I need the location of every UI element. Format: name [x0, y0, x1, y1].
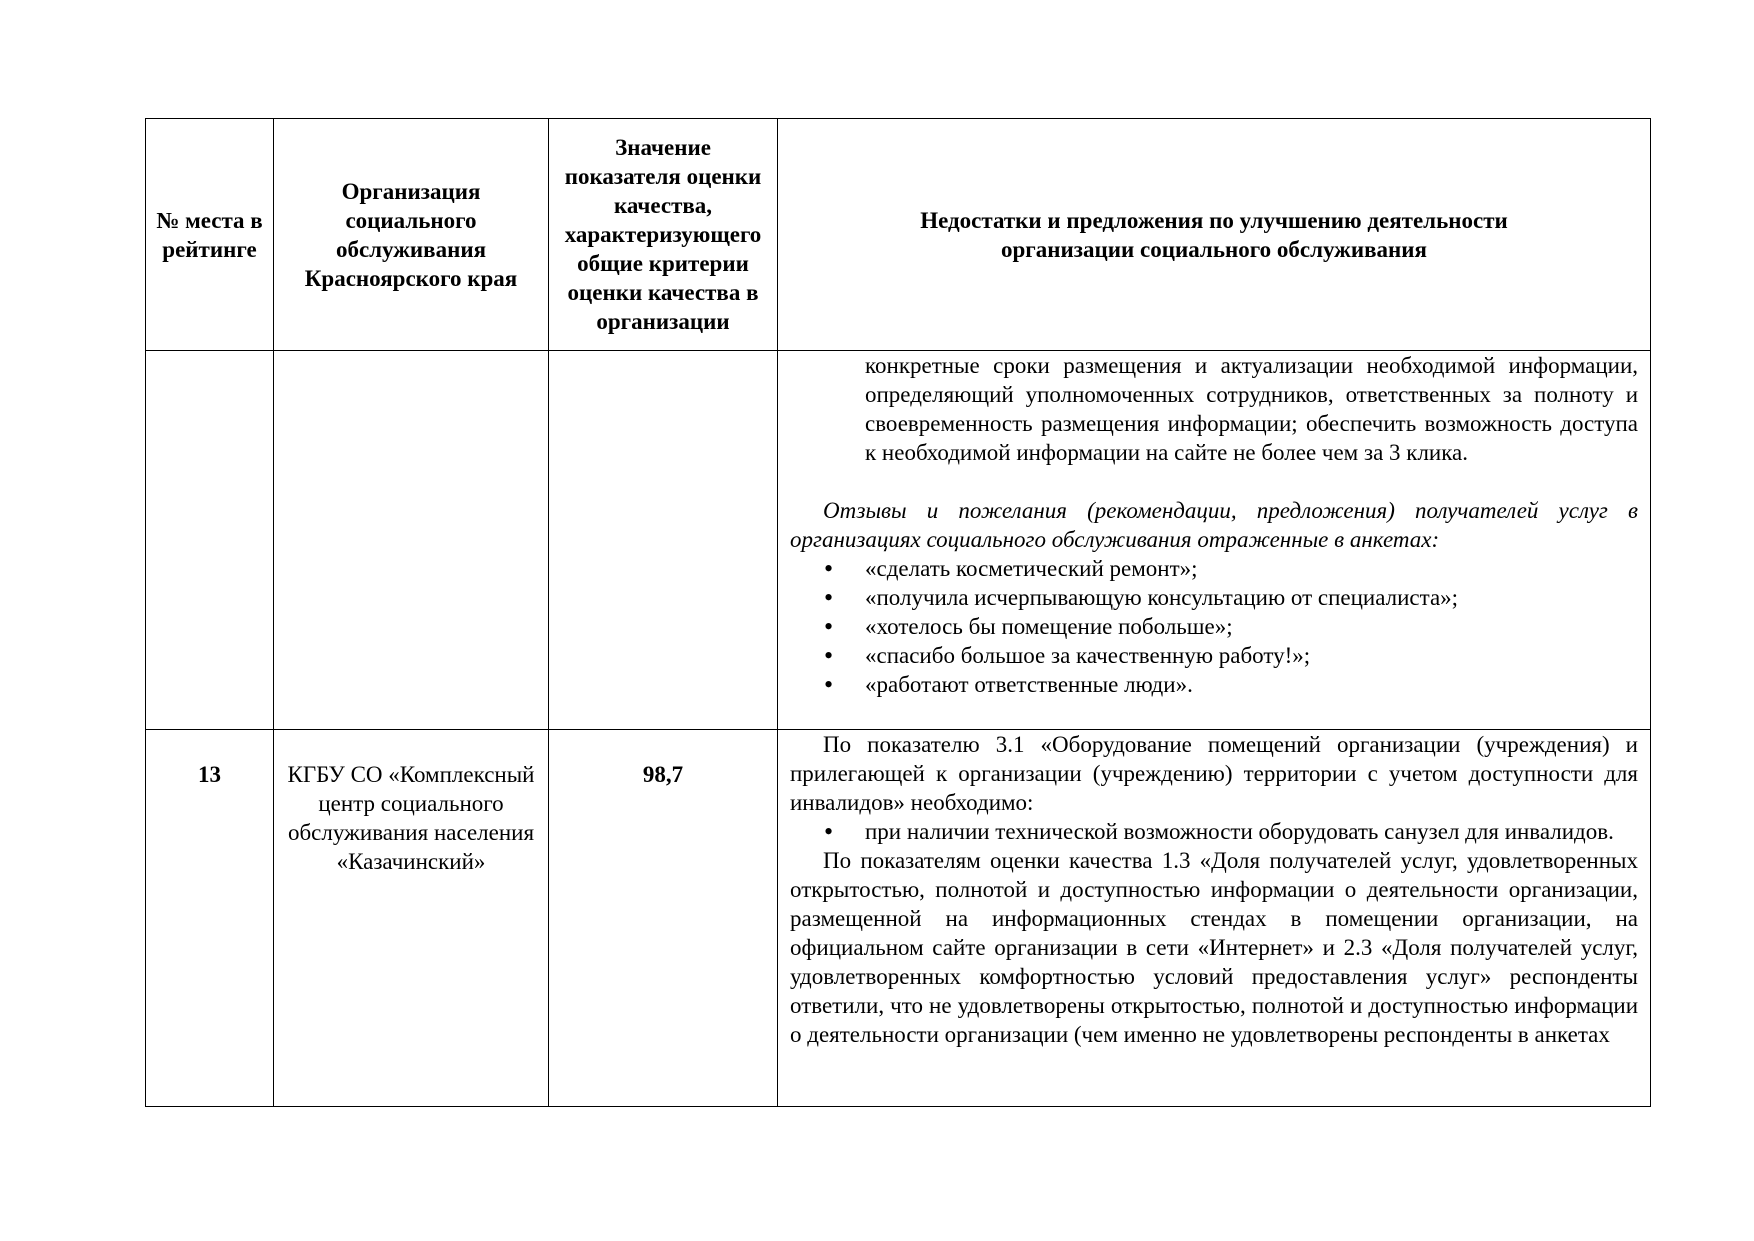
rank-cell: 13: [146, 730, 274, 1107]
feedback-intro: Отзывы и пожелания (рекомендации, предложения) получателей услуг в организациях социального обслуживания отраженные в анкетах:: [790, 498, 1638, 552]
feedback-list: [790, 554, 1638, 699]
list-item: • при наличии технической возможности оборудовать санузел для инвалидов.: [790, 817, 1638, 846]
continued-text: конкретные сроки размещения и актуализации необходимой информации, определяющий уполномоченных сотрудников, ответственных за полноту и своевременность размещения информации; обеспечить возможность доступа к необходимой информации на сайте не более чем за 3 клика.: [865, 353, 1638, 465]
rating-table: [145, 118, 1651, 1107]
list-item: • «спасибо большое за качественную работу!»;: [790, 641, 1638, 670]
header-score: Значение показателя оценки качества, характеризующего общие критерии оценки качества в организации: [549, 119, 778, 351]
header-organization: Организация социального обслуживания Красноярского края: [274, 119, 549, 351]
header-row: [146, 119, 1651, 351]
list-item: • «сделать косметический ремонт»;: [790, 554, 1638, 583]
paragraph-3-1: По показателю 3.1 «Оборудование помещений организации (учреждения) и прилегающей к организации (учреждению) территории с учетом доступности для инвалидов» необходимо:: [790, 732, 1638, 815]
header-issues: Недостатки и предложения по улучшению деятельности организации социального обслуживания: [778, 119, 1651, 351]
score-cell: [549, 351, 778, 730]
list-item: • «получила исчерпывающую консультацию от специалиста»;: [790, 583, 1638, 612]
table-row: [146, 730, 1651, 1107]
list-item: • «хотелось бы помещение побольше»;: [790, 612, 1638, 641]
issues-cell: [778, 351, 1651, 730]
organization-cell: [274, 351, 549, 730]
recommendation-list: [790, 817, 1638, 846]
table-row: [146, 351, 1651, 730]
issues-cell: [778, 730, 1651, 1107]
list-item: • «работают ответственные люди».: [790, 670, 1638, 699]
paragraph-1-3: По показателям оценки качества 1.3 «Доля получателей услуг, удовлетворенных открытостью, полнотой и доступностью информации о деятельности организации, размещенной на информационных стендах в помещении организации, на официальном сайте организации в сети «Интернет» и 2.3 «Доля получателей услуг, удовлетворенных комфортностью условий предоставления услуг» респонденты ответили, что не удовлетворены открытостью, полнотой и доступностью информации о деятельности организации (чем именно не удовлетворены респонденты в анкетах: [790, 848, 1638, 1047]
header-rank: № места в рейтинге: [146, 119, 274, 351]
organization-cell: КГБУ СО «Комплексный центр социального обслуживания населения «Казачинский»: [274, 730, 549, 1107]
score-cell: 98,7: [549, 730, 778, 1107]
rank-cell: [146, 351, 274, 730]
